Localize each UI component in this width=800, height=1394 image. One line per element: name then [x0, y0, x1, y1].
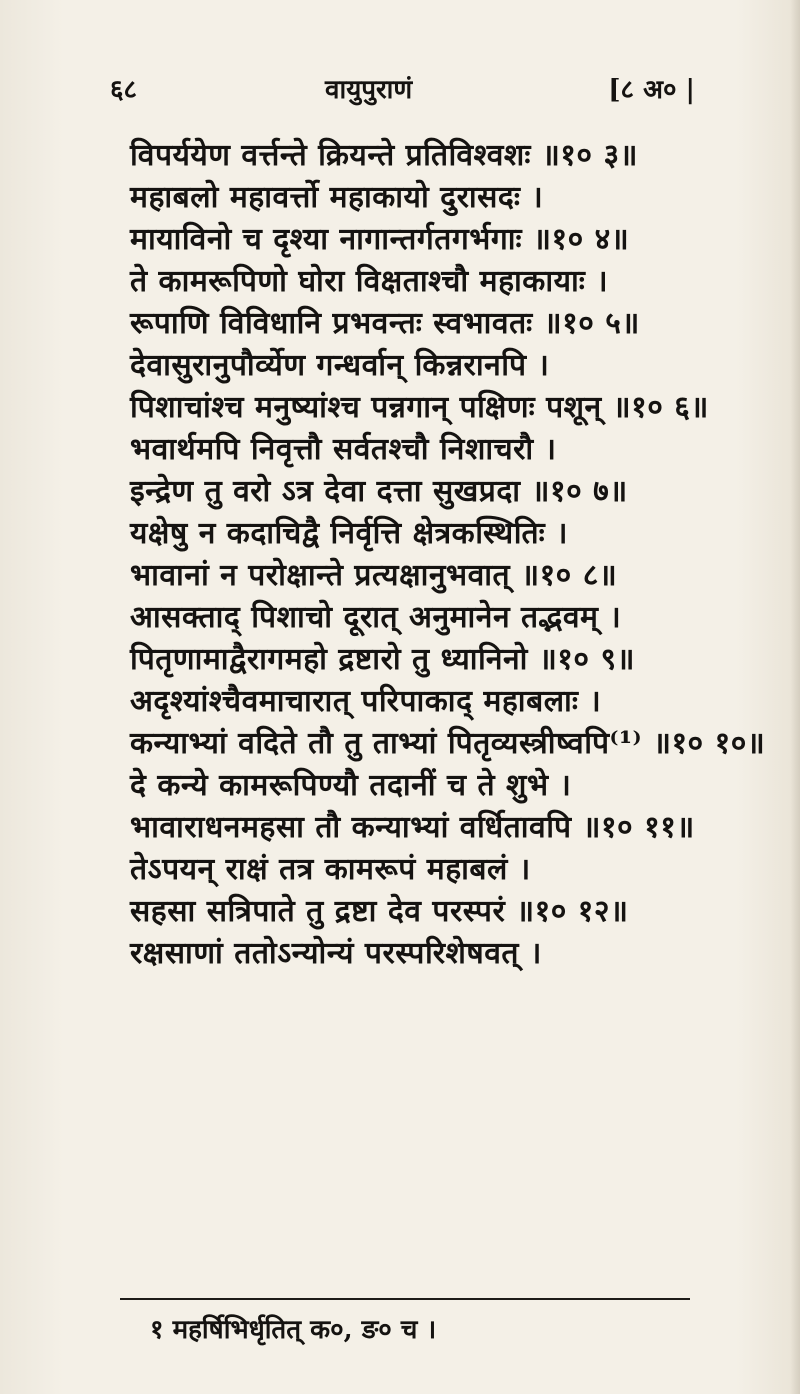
verse-line: भवार्थमपि निवृत्तौ सर्वतश्चौ निशाचरौ ।	[130, 432, 557, 467]
section-reference: [८ अ० |	[608, 75, 695, 105]
verse-line: रूपाणि विविधानि प्रभवन्तः स्वभावतः ॥१० ५॥	[130, 306, 640, 341]
verse-line: आसक्ताद् पिशाचो दूरात् अनुमानेन तद्भवम् ।	[130, 600, 622, 635]
verse-line: पिशाचांश्च मनुष्यांश्च पन्नगान् पक्षिणः पशून् ॥१० ६॥	[130, 390, 709, 425]
verse-line: रक्षसाणां ततोऽन्योन्यं परस्परिशेषवत् ।	[130, 936, 542, 971]
verse-line: विपर्ययेण वर्त्तन्ते क्रियन्ते प्रतिविश्वशः ॥१० ३॥	[130, 138, 639, 173]
verse-line: तेऽपयन् राक्षं तत्र कामरूपं महाबलं ।	[130, 852, 531, 887]
page-number: ६८	[110, 75, 138, 105]
footnote: १ महर्षिभिर्धृतित् क०, ङ० च ।	[150, 1315, 437, 1345]
page-header	[110, 70, 695, 110]
verse-line: ते कामरूपिणो घोरा विक्षताश्चौ महाकायाः ।	[130, 264, 609, 299]
verse-line: मायाविनो च दृश्या नागान्तर्गतगर्भगाः ॥१० ४॥	[130, 222, 630, 257]
verse-line: महाबलो महावर्त्तो महाकायो दुरासदः ।	[130, 180, 544, 215]
verse-line: इन्द्रेण तु वरो ऽत्र देवा दत्ता सुखप्रदा ॥१० ७॥	[130, 474, 628, 509]
verse-line: कन्याभ्यां वदिते तौ तु ताभ्यां पितृव्यस्त्रीष्वपि⁽¹⁾ ॥१० १०॥	[130, 726, 766, 761]
footnote-divider	[120, 1298, 690, 1300]
verse-line: अदृश्यांश्चैवमाचारात् परिपाकाद् महाबलाः ।	[130, 684, 602, 719]
verse-line: देवासुरानुपौर्व्येण गन्धर्वान् किन्नरानपि ।	[130, 348, 550, 383]
verse-line: सहसा सत्रिपाते तु द्रष्टा देव परस्परं ॥१० १२॥	[130, 894, 629, 929]
verse-line: यक्षेषु न कदाचिद्वै निर्वृत्ति क्षेत्रकस्थितिः ।	[130, 516, 568, 551]
verse-line: दे कन्ये कामरूपिण्यौ तदानीं च ते शुभे ।	[130, 768, 572, 803]
page-edge-shadow	[790, 0, 800, 1394]
verse-line: पितृणामाद्वैरागमहो द्रष्टारो तु ध्यानिनो ॥१० ९॥	[130, 642, 636, 677]
verse-block	[130, 135, 766, 975]
verse-line: भावाराधनमहसा तौ कन्याभ्यां वर्धितावपि ॥१० ११॥	[130, 810, 695, 845]
verse-line: भावानां न परोक्षान्ते प्रत्यक्षानुभवात् ॥१० ८॥	[130, 558, 618, 593]
running-title: वायुपुराणं	[325, 75, 413, 105]
